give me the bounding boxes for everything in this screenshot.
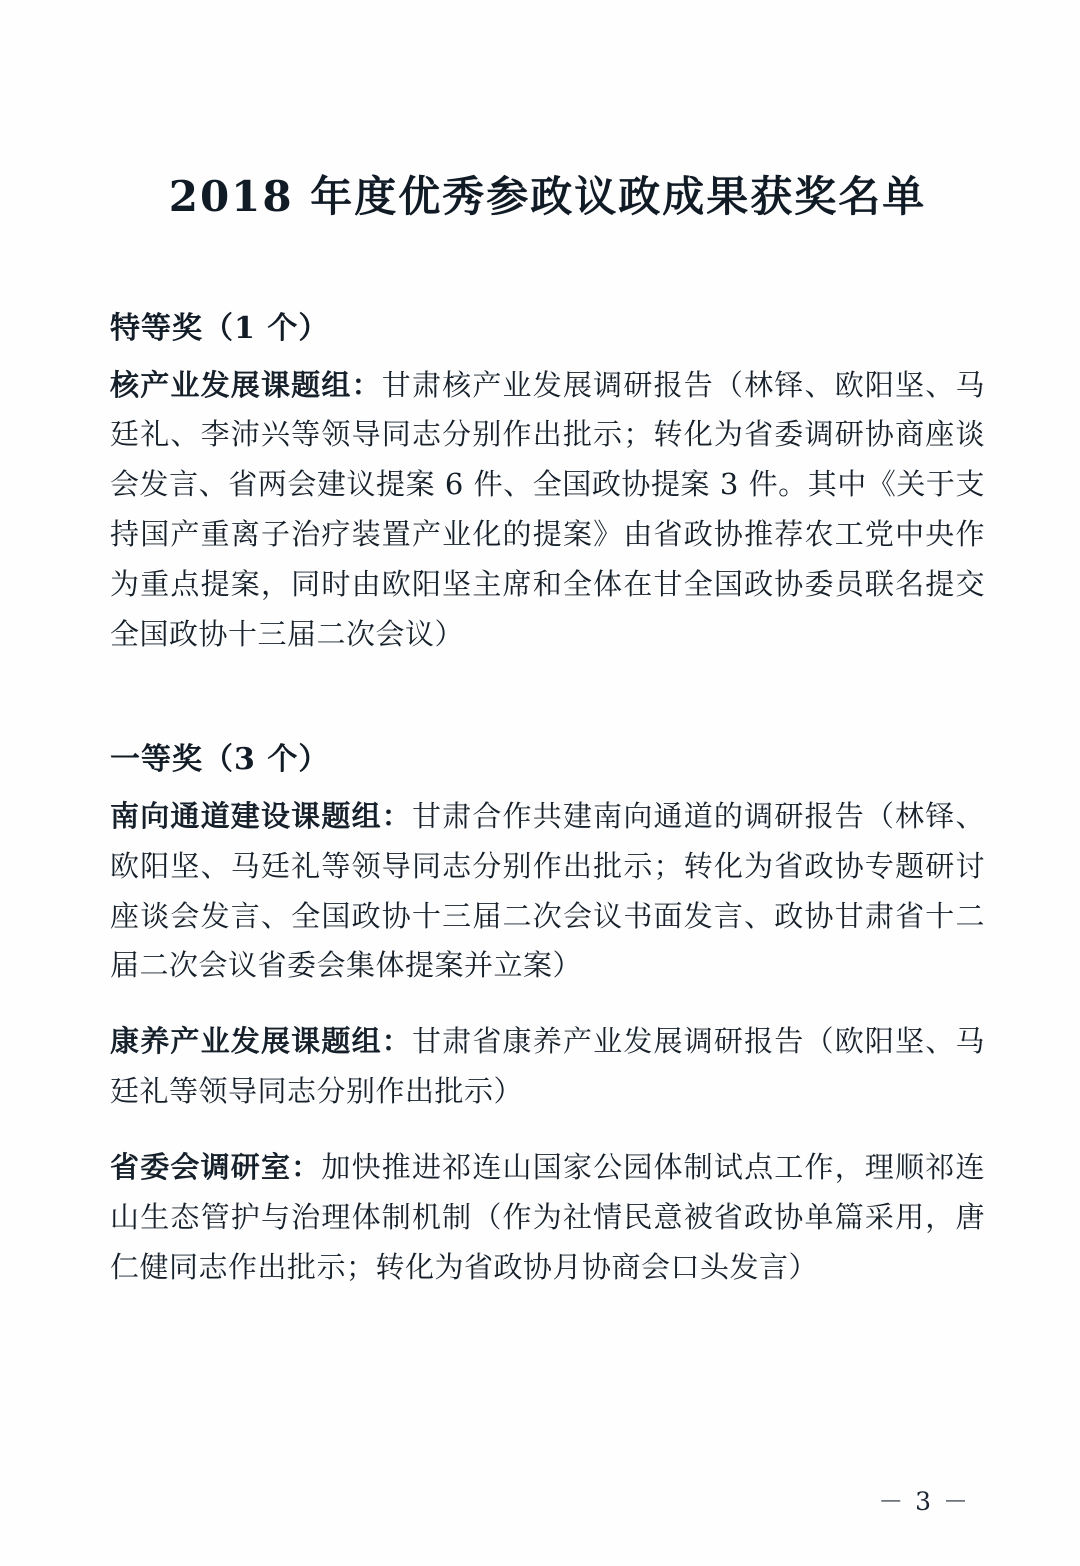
section-spacer: [110, 700, 985, 734]
award-entry-label: 南向通道建设课题组：: [110, 798, 412, 833]
page-title: 2018 年度优秀参政议政成果获奖名单: [168, 172, 927, 221]
award-entry: [110, 792, 985, 992]
award-section-first: [110, 734, 985, 1293]
award-entry: [110, 1017, 985, 1117]
award-heading: 特等奖（1 个）: [110, 310, 330, 346]
award-entry-body: 甘肃合作共建南向通道的调研报告（林铎、欧阳坚、马廷礼等领导同志分别作出批示；转化为省政协专题研讨座谈会发言、全国政协十三届二次会议书面发言、政协甘肃省十二届二次会议省委会集体提案并立案）: [110, 798, 985, 983]
page-number: － 3 －: [878, 1487, 970, 1516]
award-entry: [110, 1143, 985, 1293]
award-entry-label: 省委会调研室：: [110, 1150, 322, 1185]
award-entry-label: 核产业发展课题组：: [110, 367, 382, 402]
award-entry-body: 甘肃核产业发展调研报告（林铎、欧阳坚、马廷礼、李沛兴等领导同志分别作出批示；转化为省委调研协商座谈会发言、省两会建议提案 6 件、全国政协提案 3 件。其中《关于支持国产重离子治疗装置产业化的提案》由省政协推荐农工党中央作为重点提案，同时由欧阳坚主席和全体在甘全国政协委员联名提交全国政协十三届二次会议）: [110, 367, 985, 651]
award-entry-label: 康养产业发展课题组：: [110, 1024, 412, 1059]
award-entry: [110, 361, 985, 660]
award-section-special: [110, 303, 985, 660]
award-entry-body: 甘肃省康养产业发展调研报告（欧阳坚、马廷礼等领导同志分别作出批示）: [110, 1024, 985, 1109]
award-entry-body: 加快推进祁连山国家公园体制试点工作，理顺祁连山生态管护与治理体制机制（作为社情民意被省政协单篇采用，唐仁健同志作出批示；转化为省政协月协商会口头发言）: [110, 1150, 985, 1284]
award-heading: 一等奖（3 个）: [110, 741, 330, 777]
